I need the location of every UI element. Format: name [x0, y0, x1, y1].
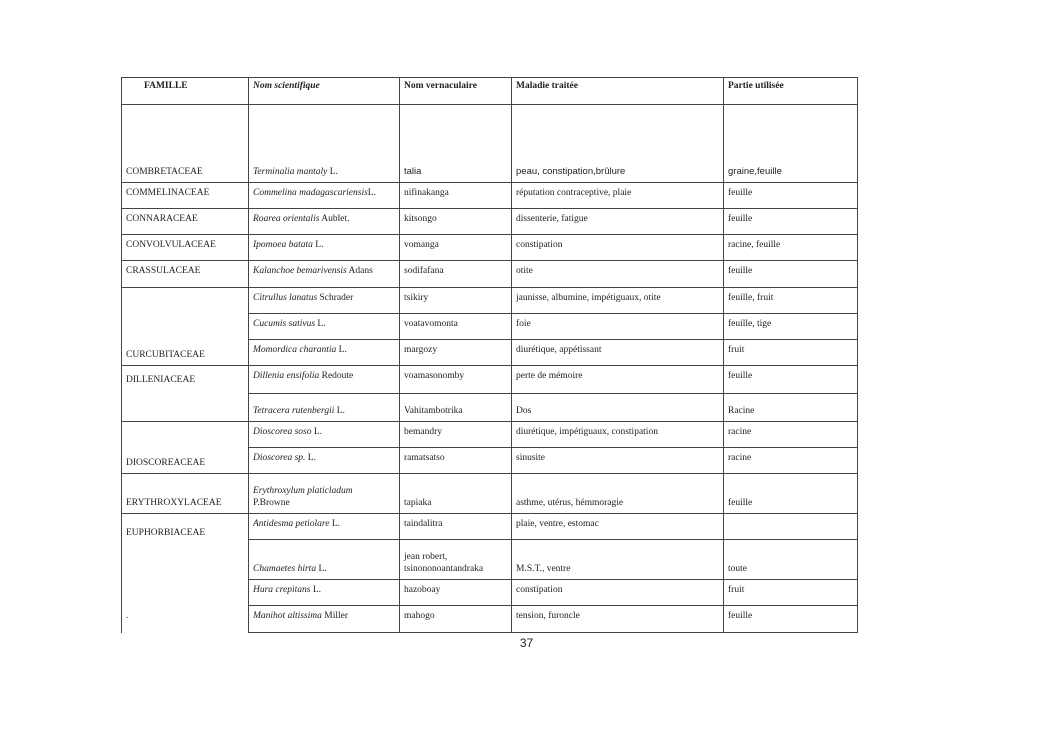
cell-famille: COMMELINACEAE — [122, 183, 249, 209]
cell-nom-scientifique — [249, 261, 400, 288]
genus-name: Momordica charantia — [253, 345, 337, 355]
header-maladie: Maladie traitée — [512, 78, 724, 105]
cell-partie: graine,feuille — [724, 105, 858, 183]
cell-nom-scientifique — [249, 540, 400, 580]
table-row — [122, 422, 858, 448]
author-name: Redoute — [319, 371, 354, 381]
table-row — [122, 105, 858, 183]
author-name: P.Browne — [253, 498, 290, 508]
genus-name: Chamaetes hirta — [253, 564, 317, 574]
table-row — [122, 580, 858, 606]
author-name: Miller — [321, 611, 349, 621]
cell-famille — [122, 422, 249, 448]
genus-name: Terminalia mantaly — [253, 167, 328, 177]
cell-vernaculaire: ramatsatso — [400, 448, 512, 474]
cell-partie: toute — [724, 540, 858, 580]
table-row — [122, 606, 858, 633]
cell-famille — [122, 580, 249, 606]
cell-partie: racine — [724, 448, 858, 474]
cell-partie: fruit — [724, 340, 858, 366]
cell-nom-scientifique — [249, 474, 400, 514]
cell-vernaculaire: margozy — [400, 340, 512, 366]
table-row — [122, 314, 858, 340]
cell-famille — [122, 394, 249, 422]
cell-famille: DIOSCOREACEAE — [122, 448, 249, 474]
cell-famille: ERYTHROXYLACEAE — [122, 474, 249, 514]
cell-vernaculaire: tsikiry — [400, 288, 512, 314]
cell-nom-scientifique — [249, 209, 400, 235]
cell-nom-scientifique — [249, 580, 400, 606]
author-name: L. — [336, 345, 347, 355]
cell-vernaculaire: mahogo — [400, 606, 512, 633]
cell-famille — [122, 288, 249, 314]
cell-partie: feuille — [724, 366, 858, 394]
genus-name: Cucumis sativus — [253, 319, 316, 329]
table-row — [122, 474, 858, 514]
cell-vernaculaire: vomanga — [400, 235, 512, 261]
cell-nom-scientifique — [249, 340, 400, 366]
cell-maladie: dissenterie, fatigue — [512, 209, 724, 235]
table-row — [122, 394, 858, 422]
cell-partie — [724, 514, 858, 540]
cell-vernaculaire: Vahitambotrika — [400, 394, 512, 422]
cell-vernaculaire: kitsongo — [400, 209, 512, 235]
cell-nom-scientifique — [249, 366, 400, 394]
cell-maladie: constipation — [512, 580, 724, 606]
header-nom-vernaculaire: Nom vernaculaire — [400, 78, 512, 105]
cell-partie: racine, feuille — [724, 235, 858, 261]
cell-maladie: peau, constipation,brûlure — [512, 105, 724, 183]
cell-vernaculaire: tapiaka — [400, 474, 512, 514]
author-name: L. — [327, 167, 338, 177]
cell-vernaculaire: taindalitra — [400, 514, 512, 540]
cell-vernaculaire: sodifafana — [400, 261, 512, 288]
cell-partie: Racine — [724, 394, 858, 422]
cell-famille — [122, 540, 249, 580]
cell-vernaculaire — [400, 540, 512, 580]
table-row — [122, 288, 858, 314]
header-nom-scientifique: Nom scientifique — [249, 78, 400, 105]
page-number: 37 — [519, 636, 534, 650]
cell-maladie: otite — [512, 261, 724, 288]
genus-name: Ipomoea batata — [253, 240, 313, 250]
cell-partie: feuille, fruit — [724, 288, 858, 314]
author-name: Schrader — [317, 293, 354, 303]
cell-maladie: Dos — [512, 394, 724, 422]
cell-partie: feuille — [724, 606, 858, 633]
cell-partie: feuille, tige — [724, 314, 858, 340]
cell-nom-scientifique — [249, 235, 400, 261]
cell-nom-scientifique — [249, 448, 400, 474]
author-name: L. — [305, 453, 316, 463]
genus-name: Antidesma petiolare — [253, 519, 330, 529]
table-row — [122, 183, 858, 209]
cell-nom-scientifique — [249, 105, 400, 183]
cell-partie: feuille — [724, 183, 858, 209]
cell-nom-scientifique — [249, 394, 400, 422]
genus-name: Roarea orientalis — [253, 214, 320, 224]
cell-vernaculaire: nifinakanga — [400, 183, 512, 209]
genus-name: Dioscorea soso — [253, 427, 312, 437]
cell-maladie: réputation contraceptive, plaie — [512, 183, 724, 209]
table-row — [122, 235, 858, 261]
vernaculaire-line-1: jean robert, — [404, 552, 448, 562]
cell-nom-scientifique — [249, 183, 400, 209]
cell-maladie: tension, furoncle — [512, 606, 724, 633]
genus-name: Erythroxylum platicladum — [253, 486, 353, 496]
cell-nom-scientifique — [249, 422, 400, 448]
genus-name: Manihot altissima — [253, 611, 322, 621]
cell-maladie: diurétique, appétissant — [512, 340, 724, 366]
cell-famille: CURCUBITACEAE — [122, 340, 249, 366]
header-famille: FAMILLE — [122, 78, 249, 105]
genus-name: Commelina madagascariensis — [253, 188, 368, 198]
cell-famille: CONVOLVULACEAE — [122, 235, 249, 261]
cell-nom-scientifique — [249, 606, 400, 633]
genus-name: Dillenia ensifolia — [253, 371, 320, 381]
cell-partie: feuille — [724, 209, 858, 235]
cell-maladie: jaunisse, albumine, impétiguaux, otite — [512, 288, 724, 314]
author-name: Adans — [346, 266, 373, 276]
cell-nom-scientifique — [249, 314, 400, 340]
cell-maladie: M.S.T., ventre — [512, 540, 724, 580]
author-name: L. — [315, 319, 326, 329]
cell-nom-scientifique — [249, 288, 400, 314]
cell-maladie: perte de mémoire — [512, 366, 724, 394]
author-name: L. — [316, 564, 327, 574]
cell-partie: feuille — [724, 474, 858, 514]
table-row — [122, 366, 858, 394]
cell-famille: CRASSULACEAE — [122, 261, 249, 288]
author-name: L. — [310, 585, 321, 595]
table-row — [122, 261, 858, 288]
cell-famille: DILLENIACEAE — [122, 366, 249, 394]
author-name: L. — [334, 406, 345, 416]
cell-partie: racine — [724, 422, 858, 448]
cell-vernaculaire: voamasonomby — [400, 366, 512, 394]
cell-famille: EUPHORBIACEAE — [122, 514, 249, 540]
cell-maladie: foie — [512, 314, 724, 340]
cell-vernaculaire: bemandry — [400, 422, 512, 448]
cell-vernaculaire: voatavomonta — [400, 314, 512, 340]
genus-name: Tetracera rutenbergii — [253, 406, 335, 416]
cell-maladie: diurétique, impétiguaux, constipation — [512, 422, 724, 448]
genus-name: Hura crepitans — [253, 585, 311, 595]
genus-name: Dioscorea sp. — [253, 453, 306, 463]
cell-nom-scientifique — [249, 514, 400, 540]
cell-maladie: plaie, ventre, estomac — [512, 514, 724, 540]
cell-partie: feuille — [724, 261, 858, 288]
table-row — [122, 340, 858, 366]
author-name: L. — [311, 427, 323, 437]
cell-famille: CONNARACEAE — [122, 209, 249, 235]
author-name: L. — [329, 519, 340, 529]
vernaculaire-line-2: tsinononoantandraka — [404, 564, 484, 574]
author-name: L. — [367, 188, 376, 198]
cell-famille — [122, 314, 249, 340]
genus-name: Kalanchoe bemarivensis — [253, 266, 347, 276]
cell-vernaculaire: talia — [400, 105, 512, 183]
author-name: Aublet. — [319, 214, 350, 224]
plants-table — [121, 77, 858, 633]
genus-name: Citrullus lanatus — [253, 293, 318, 303]
cell-partie: fruit — [724, 580, 858, 606]
table-row — [122, 448, 858, 474]
cell-maladie: asthme, utérus, hémmoragie — [512, 474, 724, 514]
cell-famille: . — [122, 606, 249, 633]
header-partie: Partie utilisée — [724, 78, 858, 105]
author-name: L. — [312, 240, 324, 250]
cell-maladie: sinusite — [512, 448, 724, 474]
cell-maladie: constipation — [512, 235, 724, 261]
table-row — [122, 209, 858, 235]
table-header-row — [122, 78, 858, 105]
table-row — [122, 540, 858, 580]
cell-vernaculaire: hazoboay — [400, 580, 512, 606]
cell-famille: COMBRETACEAE — [122, 105, 249, 183]
table-row — [122, 514, 858, 540]
